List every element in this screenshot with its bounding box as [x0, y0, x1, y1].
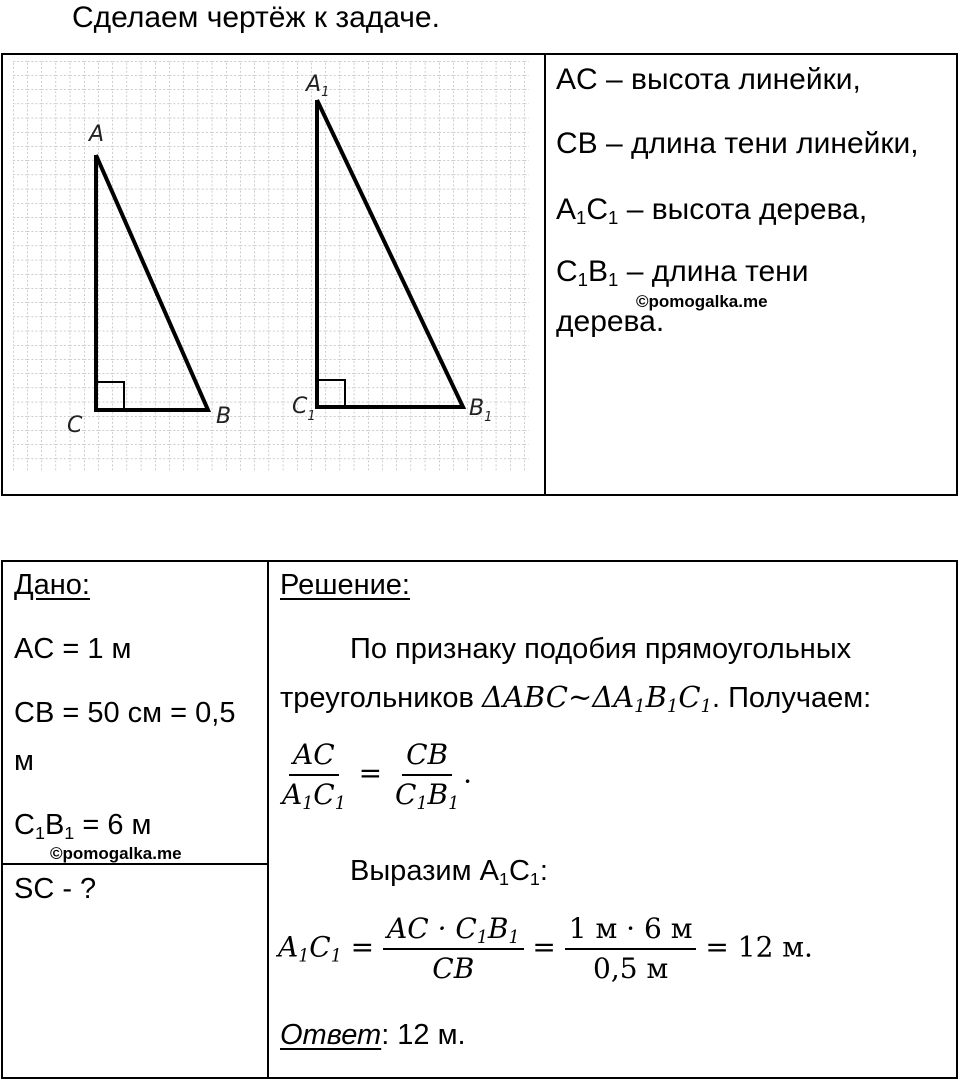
given-cb-line2: м [14, 745, 34, 777]
label-a1: $A_1$ [306, 72, 330, 100]
given-title: Дано: [14, 569, 90, 601]
triangle-drawing [3, 55, 544, 494]
desc-c1b1: $C_1B_1$ – длина тени [556, 255, 809, 291]
watermark-bottom: ©pomogalka.me [50, 844, 182, 863]
calc-fraction-1: $\frac{AC \cdot C_1B_1}{CB}$ [383, 912, 523, 986]
watermark-top: ©pomogalka.me [636, 292, 768, 311]
solution-p1-line2: треугольников $\Delta ABC\sim\Delta A_1B_1C_1$. Получаем: [280, 680, 872, 718]
given-c1b1: $C_1B_1 = 6$ м [14, 809, 152, 844]
label-c1: $C_1$ [292, 394, 316, 424]
calc-fraction-2: $\frac{1 м \cdot 6 м}{0,5 м}$ [565, 912, 697, 986]
ratio-fraction-2: $\frac{CB}{C_1B_1}$ [395, 738, 460, 814]
desc-tree-word: дерева. [556, 305, 665, 338]
desc-ac: AC – высота линейки, [556, 63, 861, 96]
ratio-equation: $\frac{AC}{A_1C_1}$ = $\frac{CB}{C_1B_1}$ . [278, 738, 472, 812]
desc-a1c1: $A_1C_1$ – высота дерева, [556, 193, 868, 229]
label-c: C [67, 413, 83, 438]
find-question: SC - ? [14, 873, 97, 905]
solution-vertical-divider [267, 560, 269, 1079]
ratio-fraction-1: $\frac{AC}{A_1C_1}$ [282, 738, 346, 814]
calculation-equation: $A_1C_1$ = $\frac{AC \cdot C_1B_1}{CB}$ = $\frac{1 м \cdot 6 м}{0,5 м}$ = 12 м. [278, 912, 813, 985]
answer-line: Ответ: 12 м. [280, 1019, 466, 1051]
label-a: A [89, 122, 105, 147]
given-ac: AC = 1 м [14, 633, 132, 665]
label-b1: $B_1$ [469, 396, 493, 425]
solution-p1-line1: По признаку подобия прямоугольных [350, 633, 852, 665]
label-b: B [216, 404, 232, 429]
express-line: Выразим $A_1C_1$: [350, 855, 548, 890]
intro-text: Сделаем чертёж к задаче. [72, 1, 440, 34]
solution-title: Решение: [280, 569, 410, 601]
given-cb-line1: CB = 50 см = 0,5 [14, 697, 236, 729]
desc-cb: CB – длина тени линейки, [556, 127, 919, 160]
drawing-divider [544, 53, 546, 496]
